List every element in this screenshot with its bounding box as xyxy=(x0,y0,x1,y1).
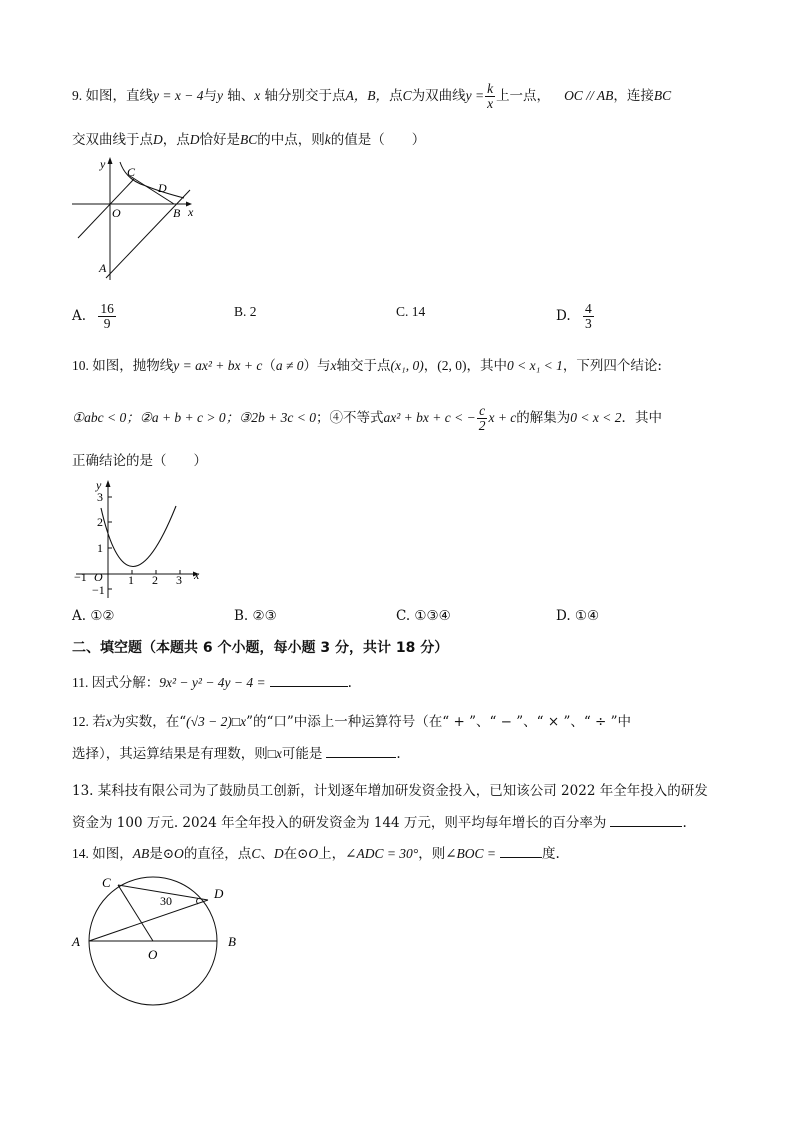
q9-label-d: D xyxy=(158,181,167,195)
q14-line: 14. 如图，AB是⊙O的直径，点C、D在⊙O上，∠ADC = 30°，则∠BOC = 度. xyxy=(72,843,560,864)
q9-figure xyxy=(66,152,206,282)
q10-line3: 正确结论的是（ ） xyxy=(72,453,207,469)
q14-label-angle: 30 xyxy=(160,894,172,908)
q9-fraction-k-over-x: $\frac{k}{x}$ xyxy=(487,81,494,111)
q10-fraction-c-over-2: $\frac{c}{2}$ xyxy=(478,403,486,433)
q9-line-bc xyxy=(130,176,174,204)
q14-label-b: B xyxy=(228,934,236,949)
q10-ytick-label-2: 2 xyxy=(97,515,103,529)
section-title-fill-in: 二、填空题（本题共 6 个小题，每小题 3 分，共计 18 分） xyxy=(72,640,449,656)
q10-xtick-label-3: 3 xyxy=(176,573,182,587)
q12-answer-blank[interactable] xyxy=(326,743,396,758)
q14-answer-blank[interactable] xyxy=(500,843,542,858)
q14-chord-ad xyxy=(89,900,208,941)
q9-line-ab xyxy=(106,190,190,278)
q12-line1: 12. 若x为实数，在“(√3 − 2)□x”的“口”中添上一种运算符号（在“ + ”、“ − ”、“ × ”、“ ÷ ”中 xyxy=(72,714,632,730)
q10-xtick-label-2: 2 xyxy=(152,573,158,587)
q14-label-a: A xyxy=(72,934,80,949)
q9-label-a: A xyxy=(99,261,107,275)
q9-y-arrow xyxy=(108,157,113,164)
q10-option-a: A. ①② xyxy=(72,608,115,624)
q9-label-c: C xyxy=(127,165,136,179)
q11-line: 11. 因式分解：9x² − y² − 4y − 4 = . xyxy=(72,672,352,693)
q10-parabola xyxy=(101,506,176,567)
q9-label-x: x xyxy=(188,205,194,219)
q14-angle-arc xyxy=(197,899,199,905)
q9-option-a-fraction: $\frac{16}{9}$ xyxy=(100,301,114,331)
q14-label-c: C xyxy=(102,875,111,890)
q10-y-arrow xyxy=(106,480,111,487)
q9-line1: 9. 如图，直线y = x − 4与y 轴、x 轴分别交于点A，B，点C为双曲线y = $\frac{k}{x}$ 上一点， OC // AB，连接BC xyxy=(72,81,672,111)
q10-label-o: O xyxy=(94,570,103,584)
q10-xtick-label-1: 1 xyxy=(128,573,134,587)
q10-option-d: D. ①④ xyxy=(556,608,600,624)
q13-line1: 13. 某科技有限公司为了鼓励员工创新，计划逐年增加研发资金投入，已知该公司 2022 年全年投入的研发 xyxy=(72,783,708,799)
q10-line1: 10. 如图，抛物线y = ax² + bx + c（a ≠ 0）与x轴交于点(x₁, 0)，(2, 0)，其中0 < x₁ < 1，下列四个结论: xyxy=(72,358,662,374)
q9-line-oc xyxy=(78,179,134,238)
q14-figure xyxy=(64,870,254,1020)
q10-figure xyxy=(68,478,208,600)
q9-label-y: y xyxy=(100,157,106,171)
q10-label-y: y xyxy=(96,478,102,492)
q12-line2: 选择），其运算结果是有理数，则□x可能是 . xyxy=(72,743,401,764)
q13-answer-blank[interactable] xyxy=(610,812,682,827)
q9-option-b: B. 2 xyxy=(234,304,257,319)
q10-ytick-label-1: 1 xyxy=(97,541,103,555)
q9-line2: 交双曲线于点D，点D恰好是BC的中点，则k的值是（ ） xyxy=(72,132,426,148)
q11-answer-blank[interactable] xyxy=(270,672,348,687)
q14-label-o: O xyxy=(148,947,158,962)
q10-line2: ①abc < 0；②a + b + c > 0；③2b + 3c < 0；④不等式ax² + bx + c < − $\frac{c}{2}$ x + c的解集为0 < x < 2．其中 xyxy=(72,403,663,433)
q14-segment-oc xyxy=(118,885,153,941)
q10-ytick-label-3: 3 xyxy=(97,490,103,504)
q9-option-d-fraction: $\frac{4}{3}$ xyxy=(584,301,592,331)
q10-xtick-label-m1: −1 xyxy=(74,570,87,584)
q10-option-b: B. ②③ xyxy=(234,608,277,624)
q9-option-d: D. $\frac{4}{3}$ xyxy=(556,301,592,331)
q9-option-a: A. $\frac{16}{9}$ xyxy=(72,301,114,331)
q14-label-d: D xyxy=(214,886,224,901)
q13-line2: 资金为 100 万元. 2024 年全年投入的研发资金为 144 万元，则平均每年增长的百分率为 . xyxy=(72,812,687,833)
q9-label-o: O xyxy=(112,206,121,220)
q9-label-b: B xyxy=(173,206,181,220)
q10-option-c: C. ①③④ xyxy=(396,608,451,624)
q10-label-x: x xyxy=(194,568,200,582)
q9-option-c: C. 14 xyxy=(396,304,426,319)
q10-ytick-label-m1: −1 xyxy=(92,583,105,597)
